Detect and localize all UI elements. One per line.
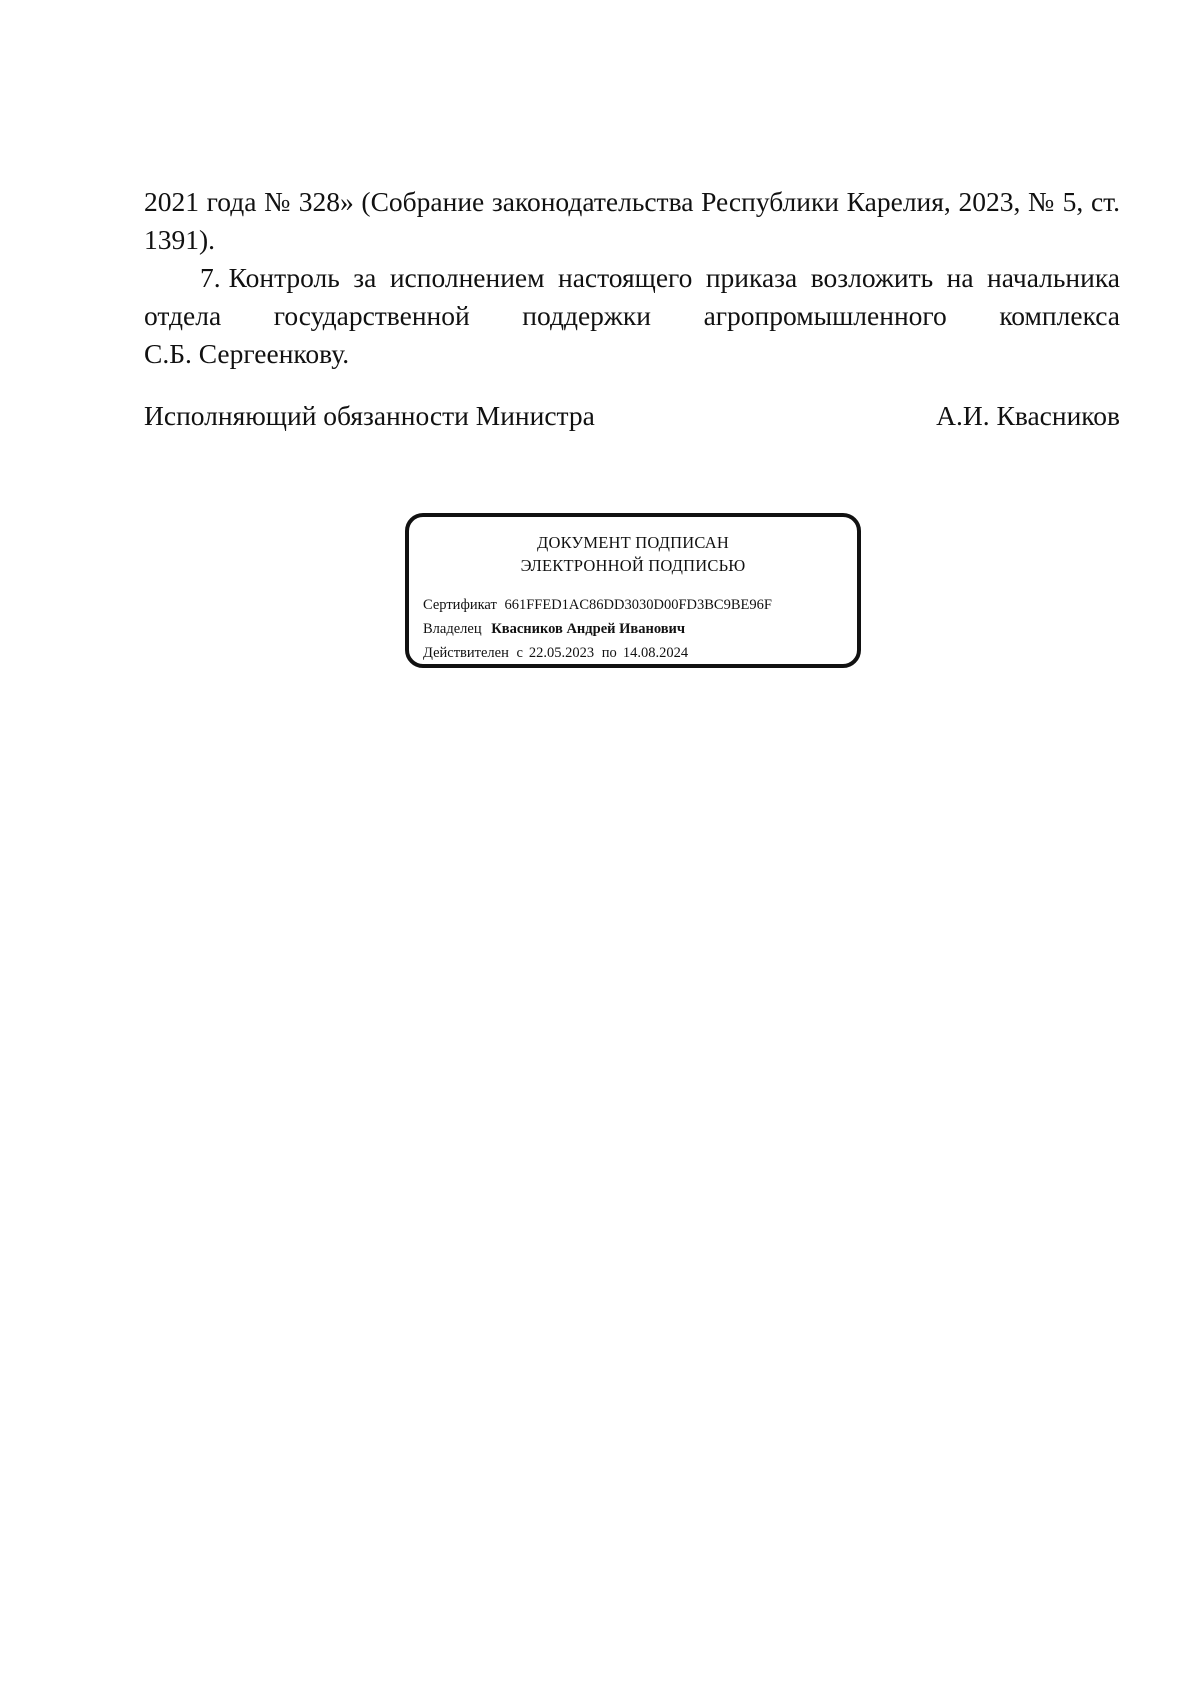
stamp-title-line-1: ДОКУМЕНТ ПОДПИСАН bbox=[537, 533, 729, 552]
paragraph-item-7 bbox=[144, 259, 1120, 335]
signatory-position: Исполняющий обязанности Министра bbox=[144, 400, 595, 431]
signature-block bbox=[144, 397, 1120, 435]
valid-from-date: 22.05.2023 bbox=[528, 645, 595, 661]
paragraph-item-7-end: С.Б. Сергеенкову. bbox=[144, 338, 350, 369]
valid-label: Действителен bbox=[423, 645, 509, 661]
stamp-validity-row bbox=[423, 643, 688, 663]
item-text: Контроль за исполнением настоящего приказа возложить на начальника отдела государственной поддержки агропромышленного комплекса bbox=[144, 262, 1120, 331]
valid-from-label: с bbox=[516, 645, 523, 661]
stamp-title-line-2: ЭЛЕКТРОННОЙ ПОДПИСЬЮ bbox=[520, 556, 746, 575]
valid-to-date: 14.08.2024 bbox=[622, 645, 689, 661]
paragraph-citation: 2021 года № 328» (Собрание законодательства Республики Карелия, 2023, № 5, ст. 1391). bbox=[144, 186, 1120, 255]
signatory-name: А.И. Квасников bbox=[936, 400, 1120, 431]
stamp-owner-row bbox=[423, 619, 685, 639]
certificate-value: 661FFED1AC86DD3030D00FD3BC9BE96F bbox=[504, 597, 772, 613]
valid-to-label: по bbox=[601, 645, 617, 661]
certificate-label: Сертификат bbox=[423, 597, 497, 613]
owner-label: Владелец bbox=[423, 621, 482, 637]
stamp-certificate-row bbox=[423, 595, 772, 615]
electronic-signature-stamp bbox=[405, 513, 861, 668]
owner-value: Квасников Андрей Иванович bbox=[491, 621, 686, 637]
item-number: 7. bbox=[200, 262, 221, 293]
